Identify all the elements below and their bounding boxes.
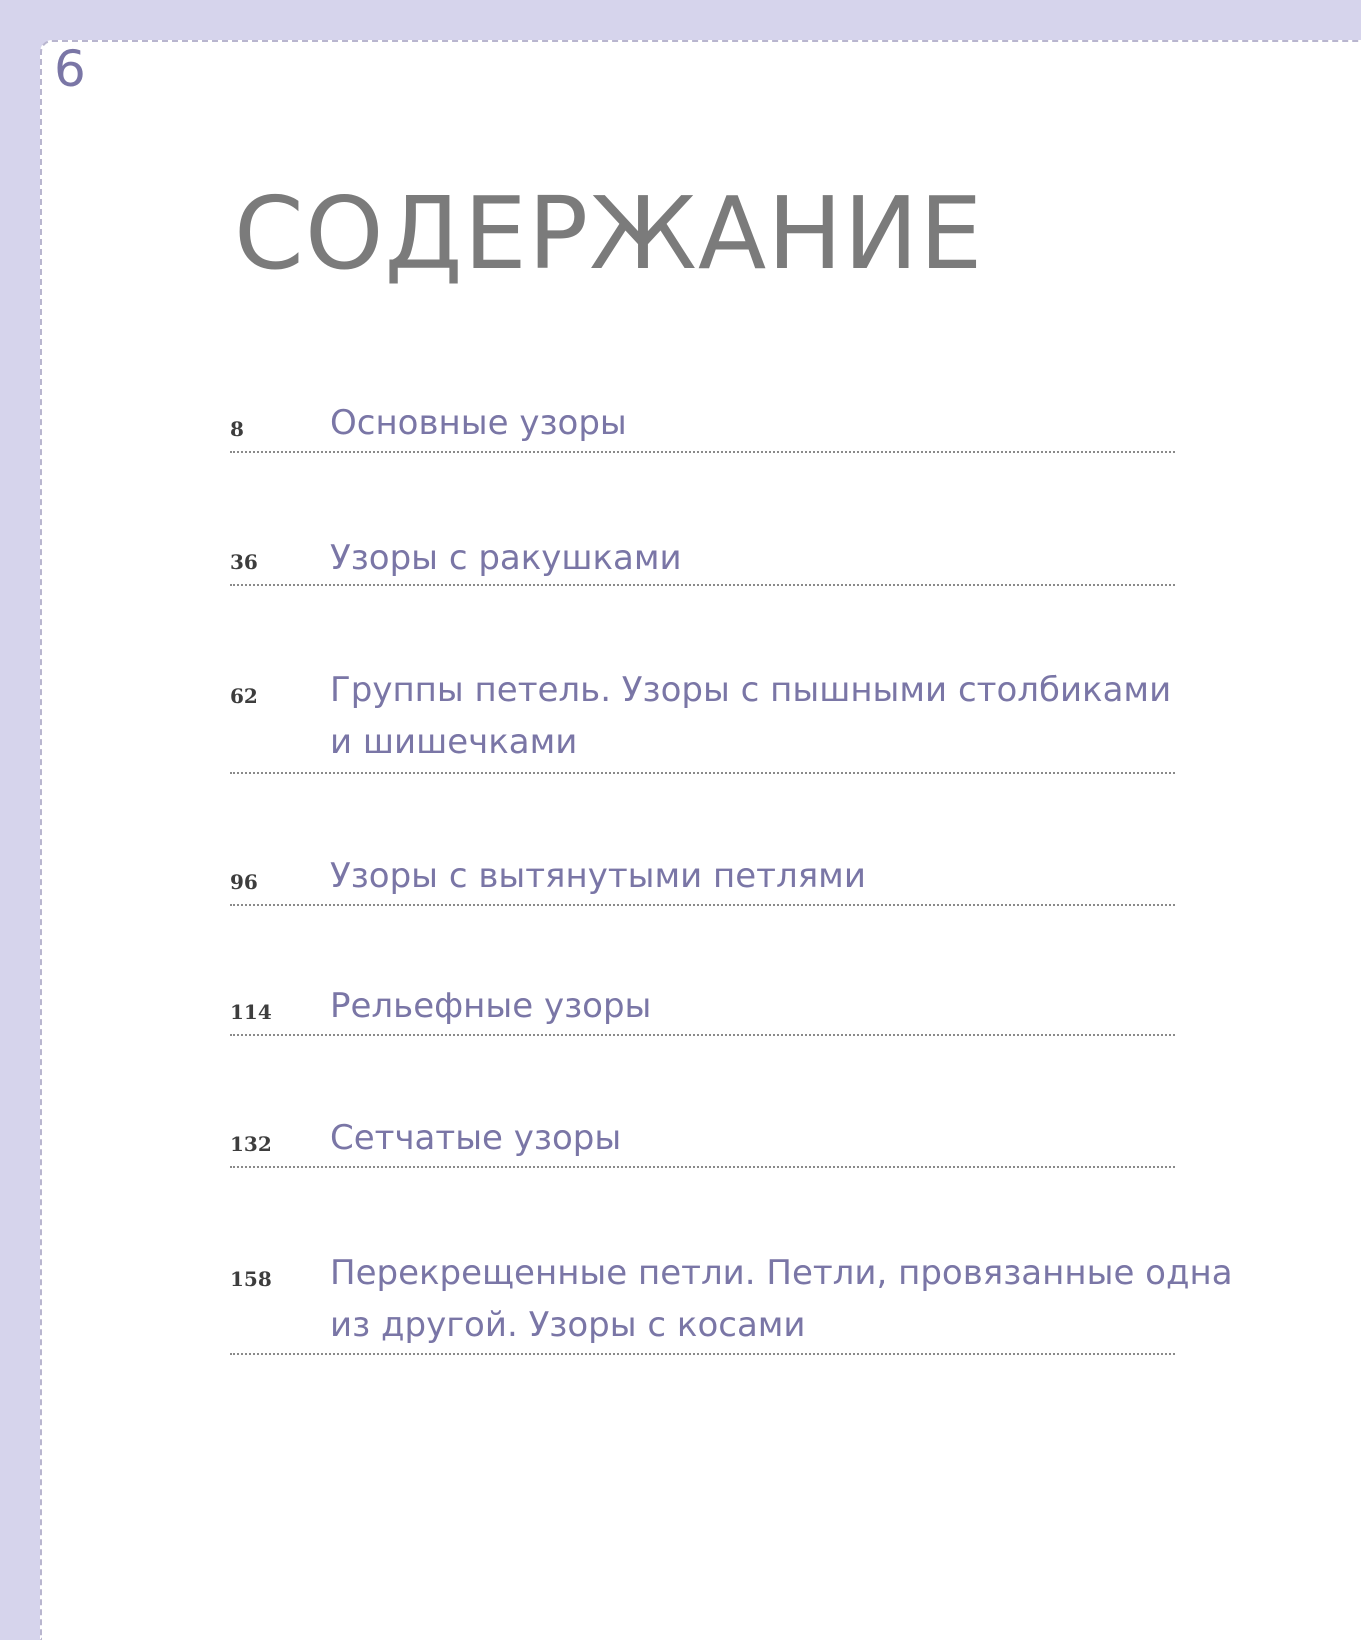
toc-entry-title: [330, 980, 1150, 1032]
toc-entry-title: [330, 532, 1150, 584]
page-title: СОДЕРЖАНИЕ: [234, 175, 984, 292]
toc-entry-title: [330, 664, 1172, 768]
toc-divider: [230, 1034, 1175, 1036]
table-of-contents: [230, 42, 1233, 1640]
toc-page-ref: 62: [230, 684, 258, 708]
toc-entry-title: [330, 1247, 1233, 1351]
toc-entry-title-line: из другой. Узоры с косами: [330, 1305, 806, 1345]
toc-page-ref: 132: [230, 1132, 272, 1156]
toc-entry-title-line: Узоры с вытянутыми петлями: [330, 856, 866, 896]
toc-entry-title-line: Узоры с ракушками: [330, 538, 682, 578]
toc-entry-title: [330, 397, 1150, 449]
toc-entry-title-line: Основные узоры: [330, 403, 627, 443]
toc-divider: [230, 451, 1175, 453]
toc-page-ref: 36: [230, 550, 258, 574]
toc-divider: [230, 584, 1175, 586]
toc-page-ref: 96: [230, 870, 258, 894]
toc-divider: [230, 1353, 1175, 1355]
toc-page-ref: 8: [230, 417, 244, 441]
toc-entry-title-line: Сетчатые узоры: [330, 1118, 622, 1158]
toc-page-ref: 114: [230, 1000, 272, 1024]
toc-entry-title-line: Рельефные узоры: [330, 986, 652, 1026]
toc-divider: [230, 1166, 1175, 1168]
toc-entry-title-line: и шишечками: [330, 722, 578, 762]
toc-divider: [230, 904, 1175, 906]
toc-entry-title: [330, 1112, 1150, 1164]
toc-entry-title: [330, 850, 1150, 902]
toc-divider: [230, 772, 1175, 774]
toc-entry-title-line: Перекрещенные петли. Петли, провязанные одна: [330, 1253, 1233, 1293]
book-page: [40, 40, 1361, 1640]
page-number: 6: [54, 40, 86, 98]
toc-page-ref: 158: [230, 1267, 272, 1291]
toc-entry-title-line: Группы петель. Узоры с пышными столбиками: [330, 670, 1172, 710]
